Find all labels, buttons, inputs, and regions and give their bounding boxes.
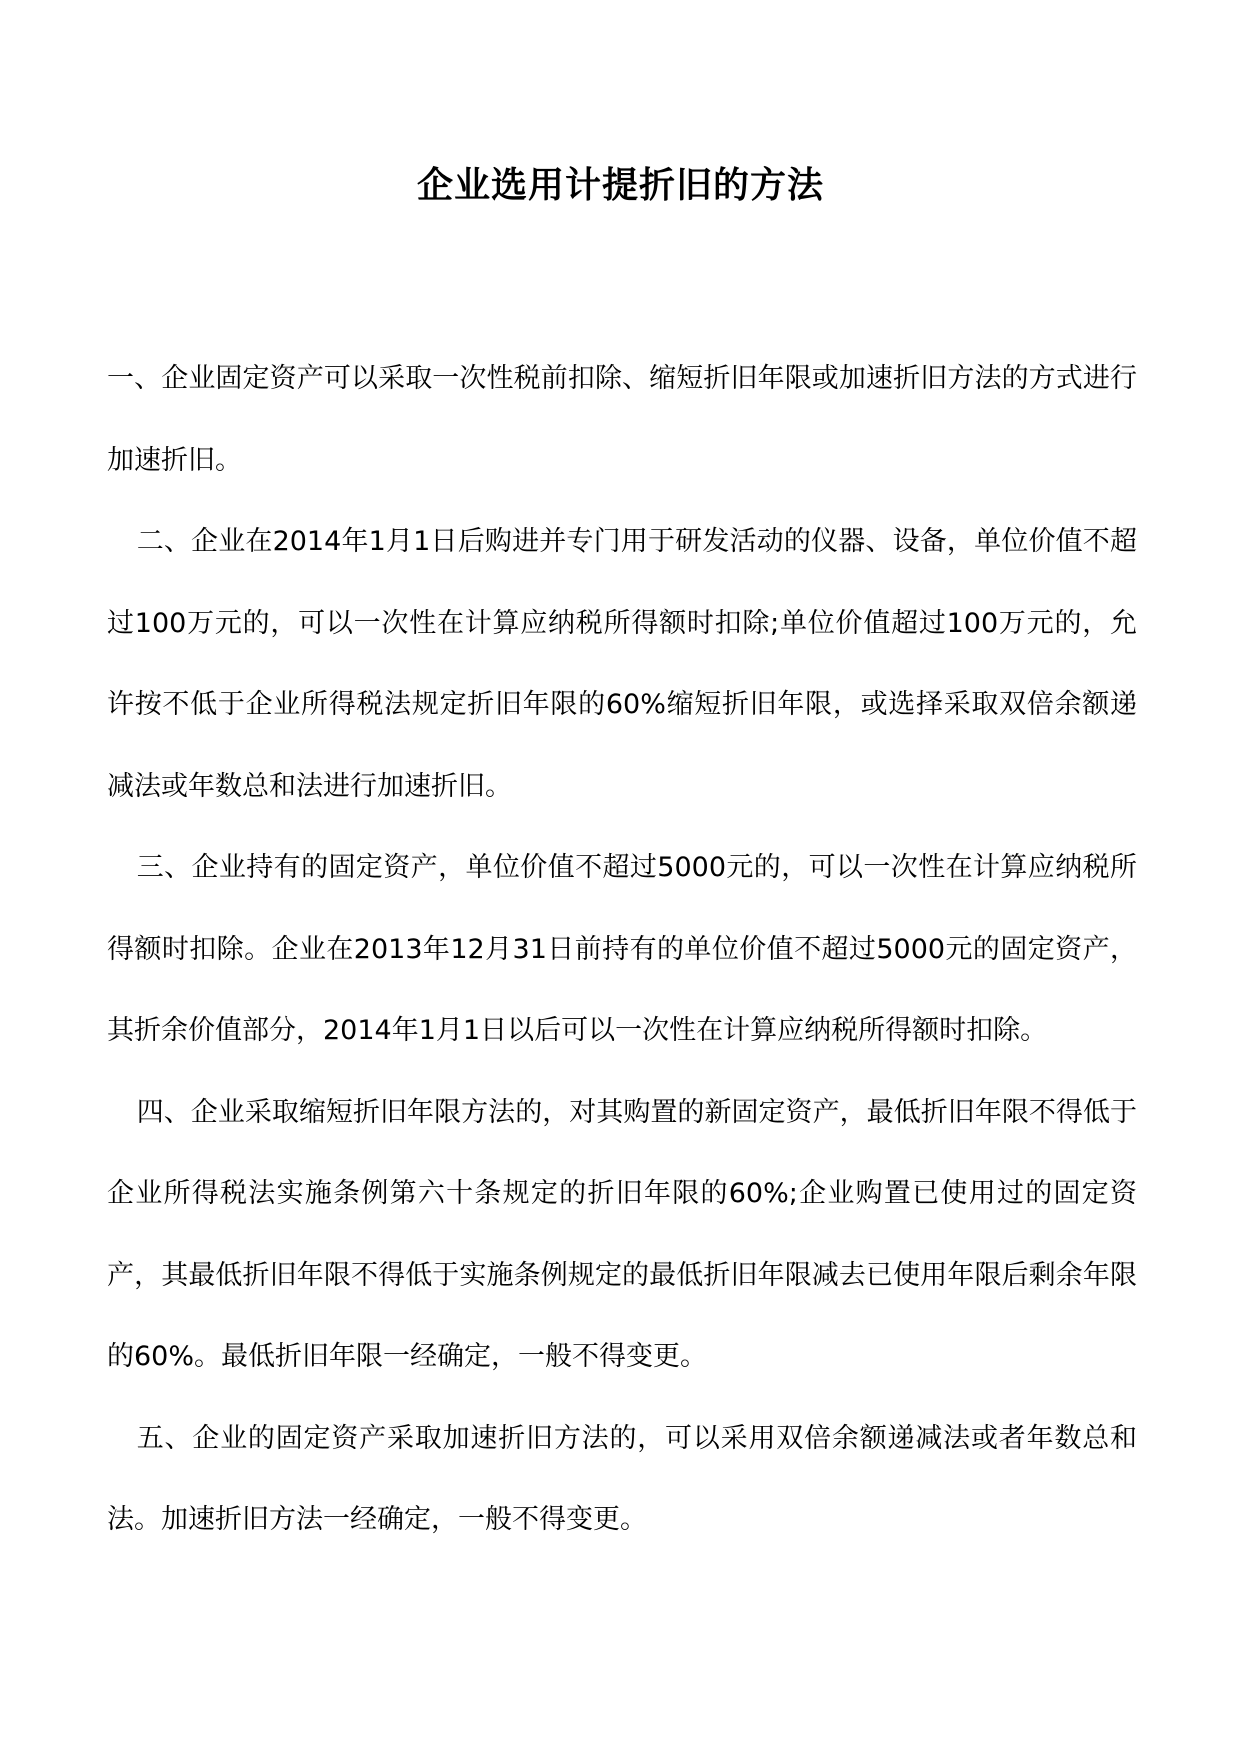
paragraph-2: 二、企业在2014年1月1日后购进并专门用于研发活动的仪器、设备，单位价值不超过100万元的，可以一次性在计算应纳税所得额时扣除;单位价值超过100万元的，允许按不低于企业所得税法规定折旧年限的60%缩短折旧年限，或选择采取双倍余额递减法或年数总和法进行加速折旧。 <box>107 526 1137 802</box>
document-title: 企业选用计提折旧的方法 <box>416 165 824 206</box>
paragraph-5: 五、企业的固定资产采取加速折旧方法的，可以采用双倍余额递减法或者年数总和法。加速折旧方法一经确定，一般不得变更。 <box>107 1422 1137 1535</box>
paragraph-3: 三、企业持有的固定资产，单位价值不超过5000元的，可以一次性在计算应纳税所得额时扣除。企业在2013年12月31日前持有的单位价值不超过5000元的固定资产，其折余价值部分，2014年1月1日以后可以一次性在计算应纳税所得额时扣除。 <box>107 852 1137 1046</box>
paragraph-1: 一、企业固定资产可以采取一次性税前扣除、缩短折旧年限或加速折旧方法的方式进行加速折旧。 <box>107 363 1137 476</box>
document-body <box>107 338 1137 1561</box>
paragraph-4: 四、企业采取缩短折旧年限方法的，对其购置的新固定资产，最低折旧年限不得低于企业所得税法实施条例第六十条规定的折旧年限的60%;企业购置已使用过的固定资产，其最低折旧年限不得低于实施条例规定的最低折旧年限减去已使用年限后剩余年限的60%。最低折旧年限一经确定，一般不得变更。 <box>107 1096 1137 1372</box>
